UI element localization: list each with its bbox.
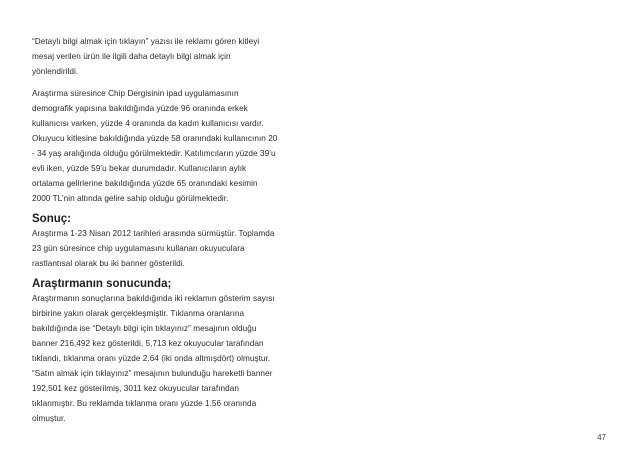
paragraph-gap — [32, 79, 332, 86]
paragraph-gap — [32, 206, 332, 213]
demographics-line: Okuyucu kitlesine bakıldığında yüzde 58 oranındaki kullanıcının 20 — [32, 134, 278, 143]
findings-line: tıklandı, tıklanma oranı yüzde 2.64 (iki onda altmışdört) olmuştur. — [32, 354, 271, 363]
intro-line: yönlendirildi. — [32, 67, 79, 76]
findings-paragraph — [32, 291, 332, 426]
demographics-line: kullanıcısı varken, yüzde 4 oranında da kadın kullanıcısı vardır. — [32, 119, 264, 128]
demographics-line: evli iken, yüzde 59’u bekar durumdadır. Kullanıcıların aylık — [32, 164, 247, 173]
intro-line: mesaj verilen ürün ile ilgili daha detaylı bilgi almak için — [32, 52, 231, 61]
paragraph-gap — [32, 271, 332, 278]
conclusion-paragraph — [32, 226, 332, 271]
findings-line: tıklanmıştır. Bu reklamda tıklanma oranı yüzde 1.56 oranında — [32, 399, 257, 408]
findings-heading: Araştırmanın sonucunda; — [32, 278, 172, 290]
findings-line: 192,501 kez gösterilmiş, 3011 kez okuyucular tarafından — [32, 384, 239, 393]
demographics-line: demografik yapısına bakıldığında yüzde 96 oranında erkek — [32, 104, 248, 113]
text-column — [32, 34, 332, 426]
demographics-line: - 34 yaş aralığında olduğu görülmektedir. Katılımcıların yüzde 39’u — [32, 149, 276, 158]
findings-line: olmuştur. — [32, 414, 66, 423]
findings-line: birbirine yakın olarak gerçekleşmiştir. Tıklanma oranlarına — [32, 309, 245, 318]
findings-line: banner 216,492 kez gösterildi, 5,713 kez okuyucular tarafından — [32, 339, 264, 348]
conclusion-line: rastlantısal olarak bu iki banner gösterildi. — [32, 259, 185, 268]
findings-line: Araştırmanın sonuçlarına bakıldığında iki reklamın gösterim sayısı — [32, 294, 275, 303]
intro-line: “Detaylı bilgi almak için tıklayın” yazısı ile reklamı gören kitleyi — [32, 37, 260, 46]
demographics-line: 2000 TL’nin altında gelire sahip olduğu görülmektedir. — [32, 194, 229, 203]
demographics-line: ortalama gelirlerine bakıldığında yüzde 65 oranındaki kesimin — [32, 179, 258, 188]
page-number: 47 — [597, 433, 606, 442]
findings-line: “Satın almak için tıklayınız” mesajının bulunduğu hareketli banner — [32, 369, 273, 378]
conclusion-line: Araştırma 1-23 Nisan 2012 tarihleri arasında sürmüştür. Toplamda — [32, 229, 275, 238]
conclusion-heading: Sonuç: — [32, 213, 71, 225]
intro-paragraph — [32, 34, 332, 79]
conclusion-line: 23 gün süresince chip uygulamasını kullanan okuyuculara — [32, 244, 245, 253]
findings-line: bakıldığında ise “Detaylı bilgi için tıklayınız” mesajının olduğu — [32, 324, 257, 333]
demographics-paragraph — [32, 86, 332, 206]
demographics-line: Araştırma süresince Chip Dergisinin ipad uygulamasının — [32, 89, 239, 98]
